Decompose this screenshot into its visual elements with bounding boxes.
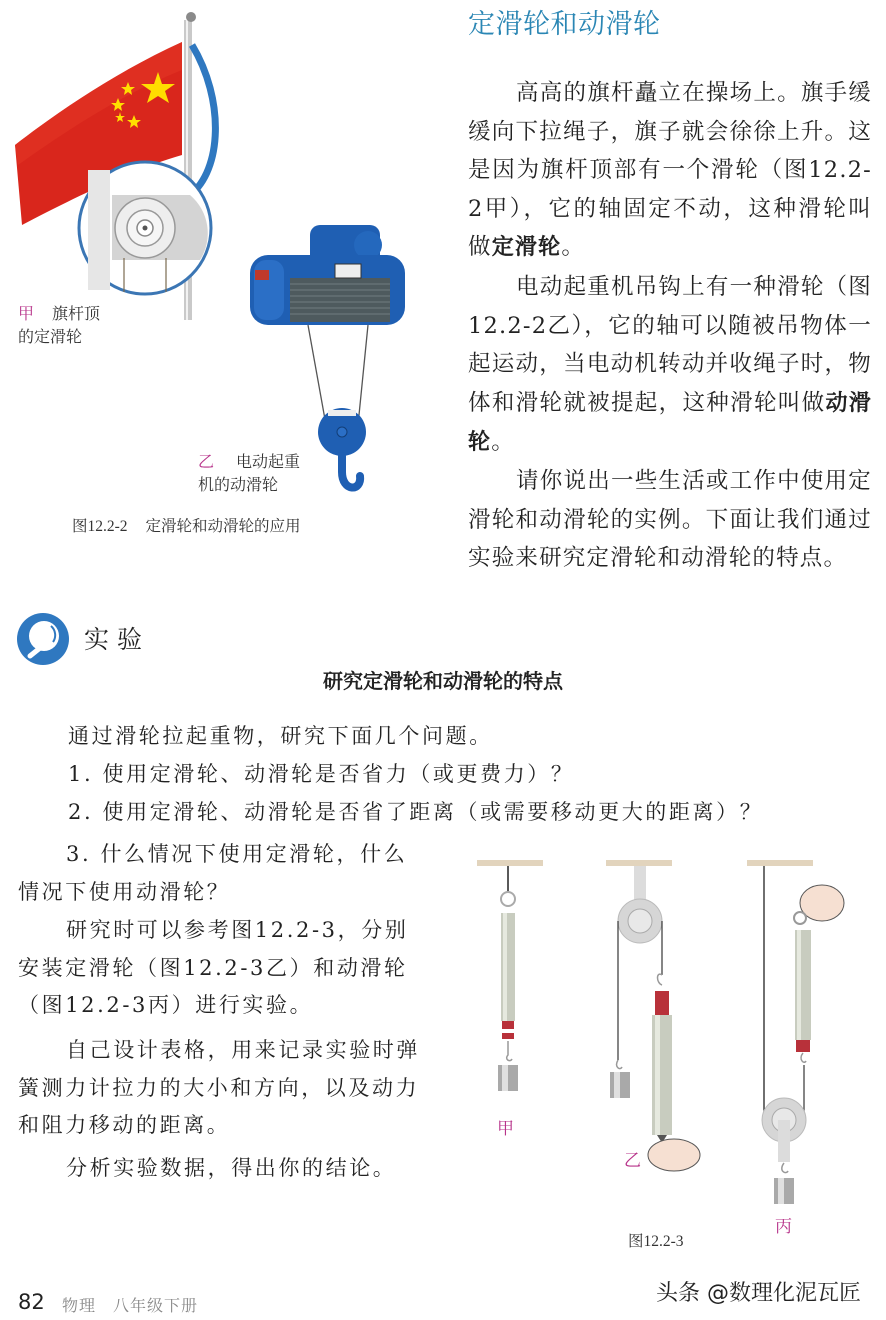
pulley-setups-illustration [460, 845, 886, 1225]
experiment-icon [16, 612, 70, 666]
figure-label-bing-experiment: 丙 [775, 1217, 792, 1237]
question-text: 3. 什么情况下使用定滑轮，什么情况下使用动滑轮？ [18, 842, 408, 904]
question-2 [68, 794, 763, 832]
figure-label-yi [198, 450, 300, 496]
figure-caption-12-2-2 [72, 514, 301, 536]
intro-text: 通过滑轮拉起重物，研究下面几个问题。 [68, 724, 493, 748]
question-text: 2. 使用定滑轮、动滑轮是否省了距离（或需要移动更大的距离）？ [68, 800, 764, 824]
term-movable-pulley: 动滑轮 [468, 390, 872, 455]
experiment-paragraph-reference [18, 912, 428, 1025]
section-title: 定滑轮和动滑轮 [468, 9, 661, 40]
experiment-paragraph-table [18, 1032, 428, 1145]
paragraph-text: 研究时可以参考图12.2-3，分别安装定滑轮（图12.2-3乙）和动滑轮（图12.2-3丙）进行实验。 [18, 918, 409, 1017]
question-1 [68, 756, 575, 794]
paragraph-examples [468, 462, 872, 578]
label-text-yi-line2: 机的动滑轮 [198, 475, 279, 494]
experiment-paragraph-conclusion [18, 1150, 428, 1188]
paragraph-text: 自己设计表格，用来记录实验时弹簧测力计拉力的大小和方向，以及动力和阻力移动的距离。 [18, 1038, 420, 1137]
book-title: 物理 八年级下册 [62, 1296, 199, 1315]
term-fixed-pulley: 定滑轮 [491, 235, 562, 260]
paragraph-text: 请你说出一些生活或工作中使用定滑轮和动滑轮的实例。下面让我们通过实验来研究定滑轮和动滑轮的特点。 [468, 468, 872, 571]
paragraph-text: 电动起重机吊钩上有一种滑轮（图12.2-2乙），它的轴可以随被吊物体一起运动，当电动机转动并收绳子时，物体和滑轮就被提起，这种滑轮叫做 [468, 274, 872, 416]
paragraph-text: 高高的旗杆矗立在操场上。旗手缓缓向下拉绳子，旗子就会徐徐上升。这是因为旗杆顶部有一个滑轮（图12.2-2甲），它的轴固定不动，这种滑轮叫做 [468, 80, 872, 260]
setup-bing [747, 860, 844, 1204]
paragraph-punct: 。 [561, 234, 586, 260]
label-text-yi-line1: 电动起重 [236, 452, 301, 471]
flagpole-illustration [0, 0, 230, 330]
figure-label-yi-experiment: 乙 [624, 1151, 641, 1171]
question-text: 1. 使用定滑轮、动滑轮是否省力（或更费力）？ [68, 762, 575, 786]
pulley-experiment-figure [460, 845, 886, 1225]
figure-label-jia-experiment: 甲 [497, 1119, 514, 1139]
flagpole-figure [0, 0, 230, 330]
label-letter-jia: 甲 [18, 304, 35, 323]
figure-label-jia [18, 302, 100, 348]
figure-number: 图12.2-2 [72, 518, 128, 535]
question-3 [18, 836, 428, 911]
experiment-title: 研究定滑轮和动滑轮的特点 [323, 669, 563, 693]
figure-caption-12-2-3: 图12.2-3 [628, 1233, 684, 1250]
watermark: 头条 @数理化泥瓦匠 [656, 1281, 861, 1306]
label-text-jia-line1: 旗杆顶 [52, 304, 101, 323]
label-text-jia-line2: 的定滑轮 [18, 327, 83, 346]
paragraph-movable-pulley [468, 268, 872, 463]
page-number: 82 [18, 1290, 45, 1314]
paragraph-fixed-pulley [468, 74, 872, 268]
experiment-intro [68, 718, 493, 756]
figure-caption-text: 定滑轮和动滑轮的应用 [145, 518, 301, 535]
setup-jia [477, 860, 543, 1091]
setup-yi [606, 860, 700, 1171]
experiment-heading: 实验 [84, 625, 151, 654]
magnifier-icon [16, 612, 70, 666]
paragraph-punct: 。 [491, 429, 515, 455]
label-letter-yi: 乙 [198, 452, 215, 471]
paragraph-text: 分析实验数据，得出你的结论。 [66, 1156, 397, 1180]
